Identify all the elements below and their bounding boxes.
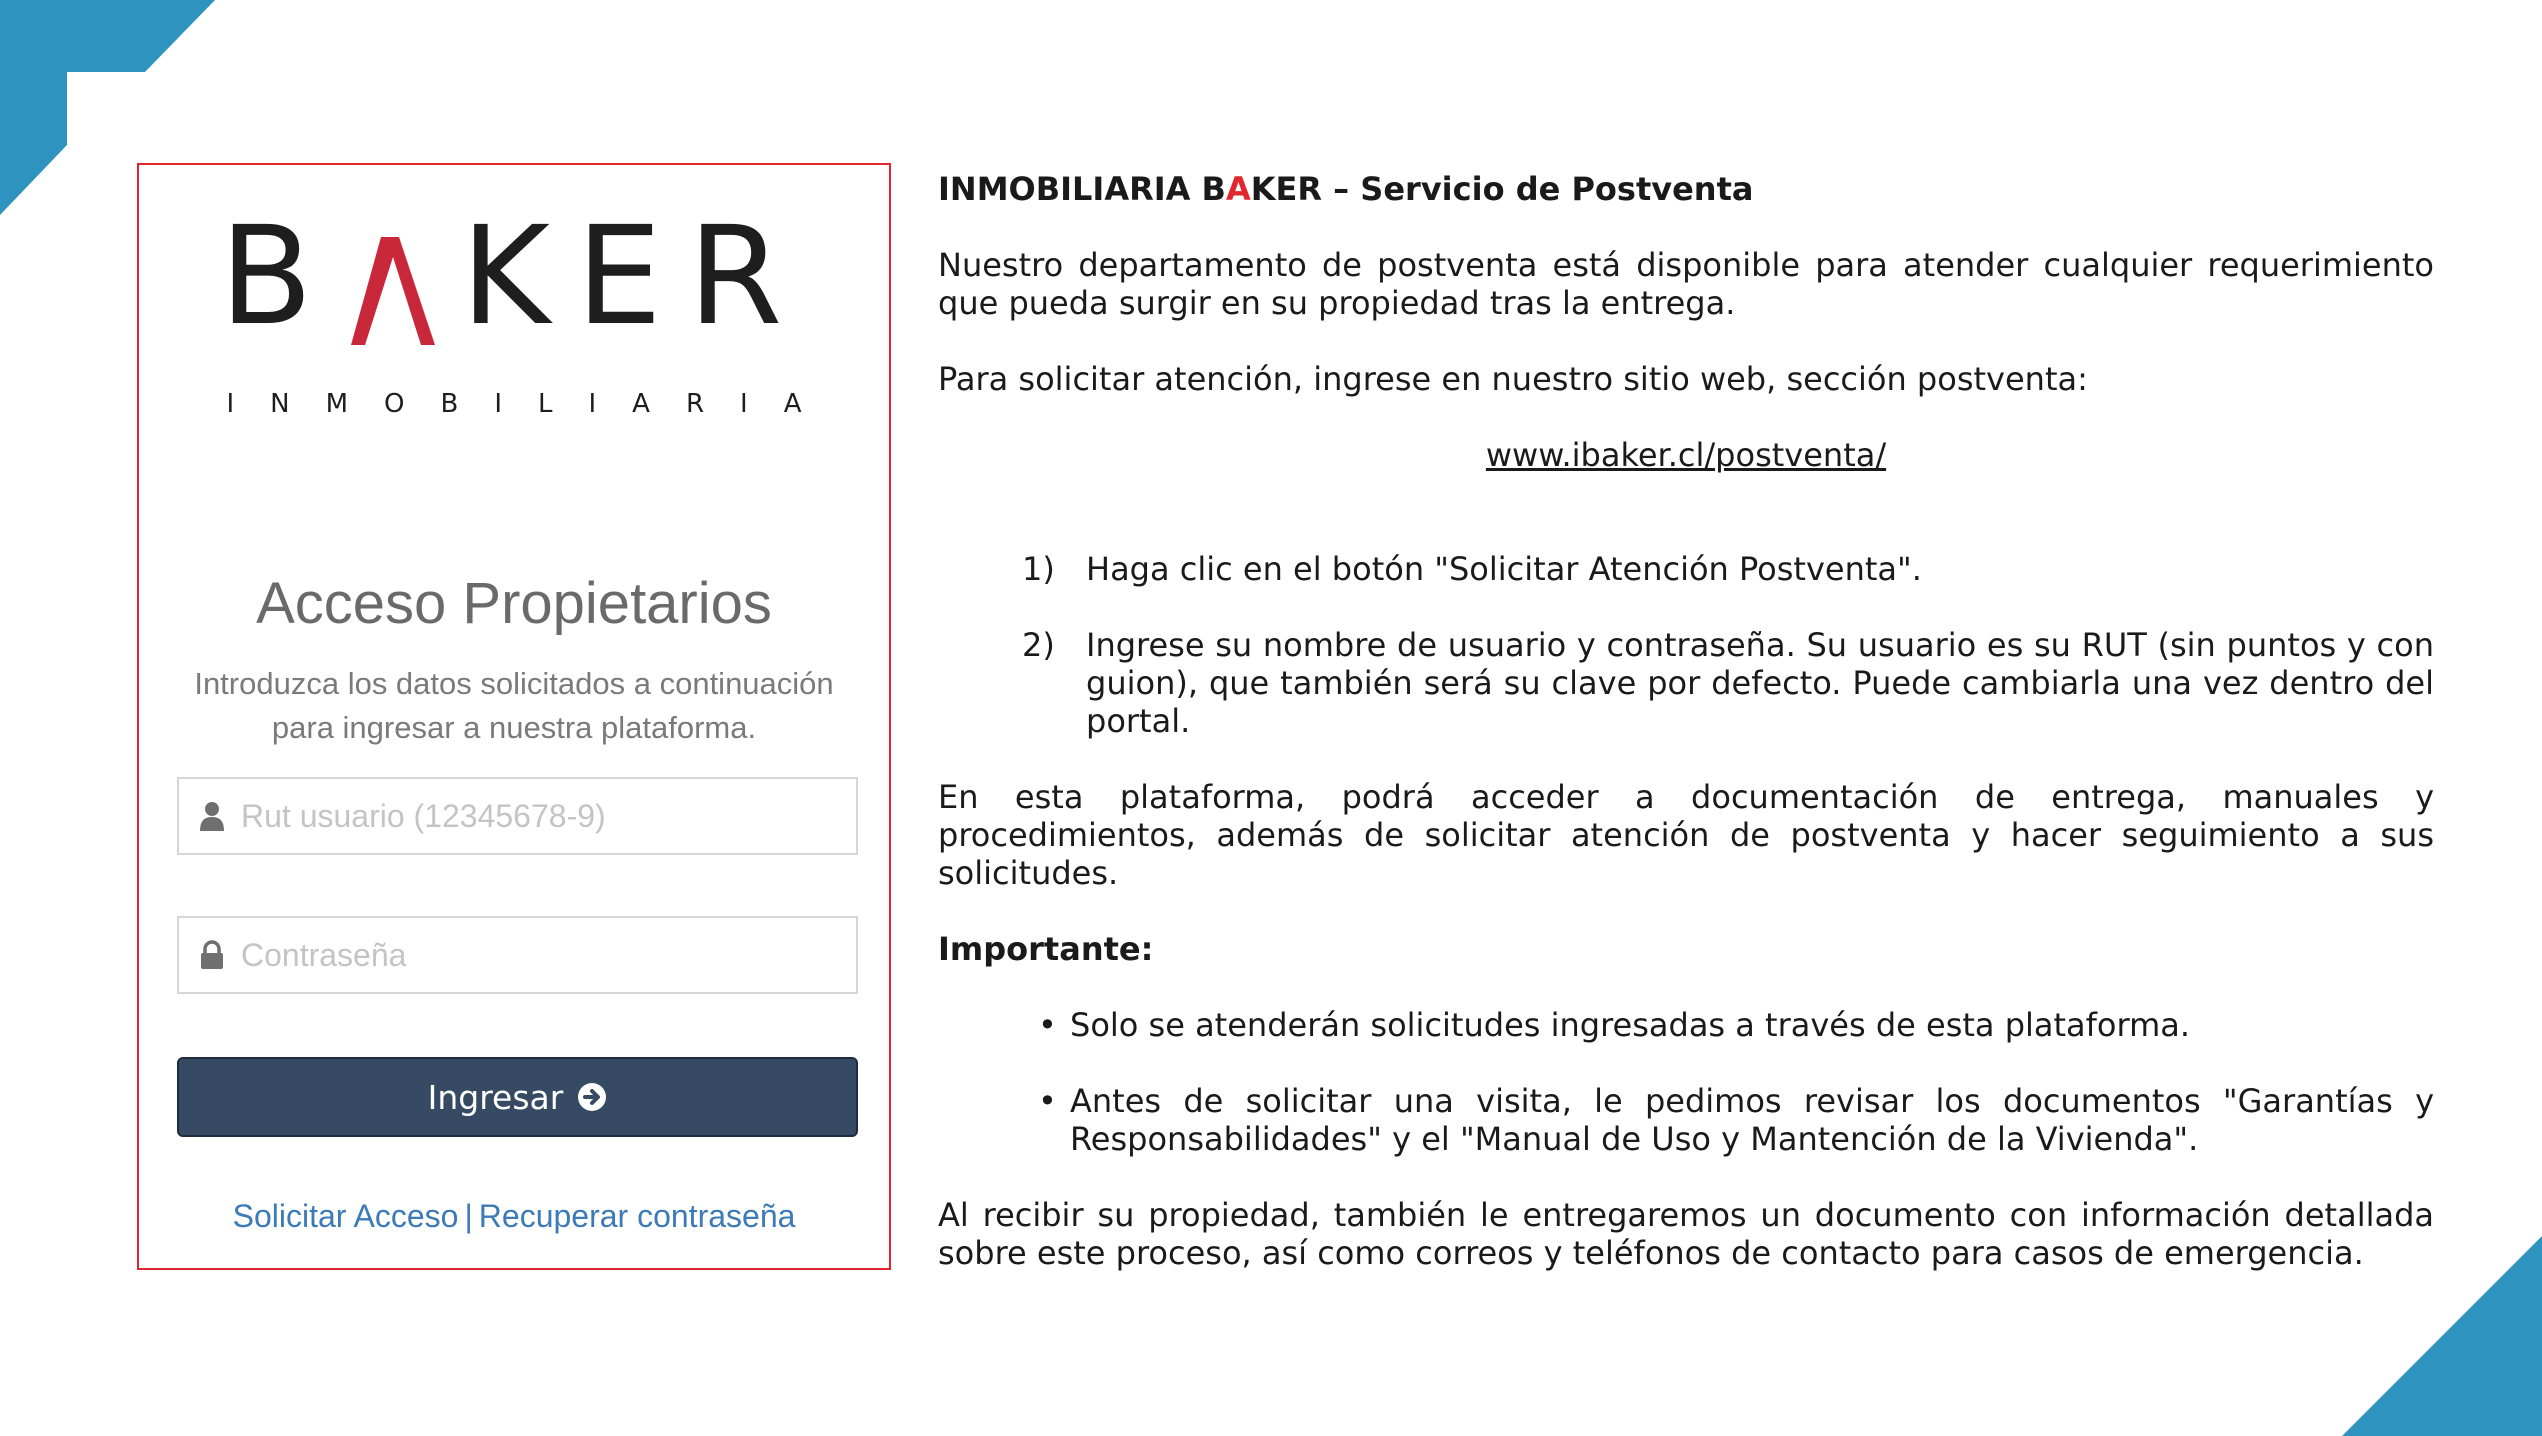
bullet-dot: •	[1038, 1006, 1057, 1044]
info-instruction: Para solicitar atención, ingrese en nuestro sitio web, sección postventa:	[938, 360, 2088, 398]
login-subtitle-line1: Introduzca los datos solicitados a continuación	[194, 666, 834, 701]
heading-part1: INMOBILIARIA B	[938, 170, 1226, 208]
list-item	[938, 1082, 2434, 1158]
login-title: Acceso Propietarios	[256, 571, 772, 636]
rut-input[interactable]	[241, 798, 841, 835]
login-subtitle-line2: para ingresar a nuestra plataforma.	[271, 710, 757, 745]
login-subtitle	[139, 662, 889, 750]
info-closing: Al recibir su propiedad, también le entregaremos un documento con información detallada sobre este proceso, así como correos y teléfonos de contacto para casos de emergencia.	[938, 1196, 2434, 1272]
step-number: 1)	[1022, 550, 1055, 588]
step-text: Ingrese su nombre de usuario y contraseña. Su usuario es su RUT (sin puntos y con guion), que también será su clave por defecto. Puede cambiarla una vez dentro del portal.	[1086, 626, 2434, 740]
login-links	[139, 1198, 889, 1235]
links-separator: |	[464, 1198, 473, 1234]
login-button-label: Ingresar	[427, 1077, 564, 1117]
arrow-circle-right-icon	[577, 1082, 607, 1112]
info-heading	[938, 170, 2434, 208]
step-number: 2)	[1022, 626, 1055, 664]
postventa-url-link[interactable]: www.ibaker.cl/postventa/	[1485, 436, 1887, 474]
recover-password-link[interactable]: Recuperar contraseña	[478, 1198, 796, 1234]
logo-letter-b: B	[219, 198, 339, 356]
heading-service: – Servicio de Postventa	[1322, 170, 1754, 208]
heading-part2: KER	[1250, 170, 1322, 208]
login-panel	[137, 163, 891, 1270]
step-text: Haga clic en el botón "Solicitar Atención Postventa".	[1086, 550, 1922, 588]
steps-list	[938, 550, 2434, 740]
info-content	[938, 170, 2434, 1272]
important-list	[938, 1006, 2434, 1158]
bullet-text: Antes de solicitar una visita, le pedimos revisar los documentos "Garantías y Responsabilidades" y el "Manual de Uso y Mantención de la Vivienda".	[1070, 1082, 2434, 1158]
user-icon	[199, 801, 225, 831]
bullet-text: Solo se atenderán solicitudes ingresadas a través de esta plataforma.	[1070, 1006, 2191, 1044]
password-field[interactable]	[177, 916, 858, 994]
list-item	[938, 626, 2434, 740]
info-platform: En esta plataforma, podrá acceder a documentación de entrega, manuales y procedimientos, además de solicitar atención de postventa y hacer seguimiento a sus solicitudes.	[938, 778, 2434, 892]
password-input[interactable]	[241, 937, 841, 974]
list-item	[938, 1006, 2434, 1044]
login-button[interactable]	[177, 1057, 858, 1137]
info-intro: Nuestro departamento de postventa está disponible para atender cualquier requerimiento que pueda surgir en su propiedad tras la entrega.	[938, 246, 2434, 322]
baker-logo	[139, 198, 889, 419]
logo-wordmark	[139, 198, 889, 356]
logo-subtitle: INMOBILIARIA	[226, 389, 838, 419]
important-label: Importante:	[938, 930, 1154, 968]
bullet-dot: •	[1038, 1082, 1057, 1120]
lock-icon	[199, 940, 225, 970]
logo-a-mark-icon	[339, 237, 435, 345]
logo-letters-ker: KER	[460, 198, 809, 356]
request-access-link[interactable]: Solicitar Acceso	[232, 1198, 459, 1234]
rut-field[interactable]	[177, 777, 858, 855]
list-item	[938, 550, 2434, 588]
heading-red-a: A	[1225, 170, 1251, 208]
